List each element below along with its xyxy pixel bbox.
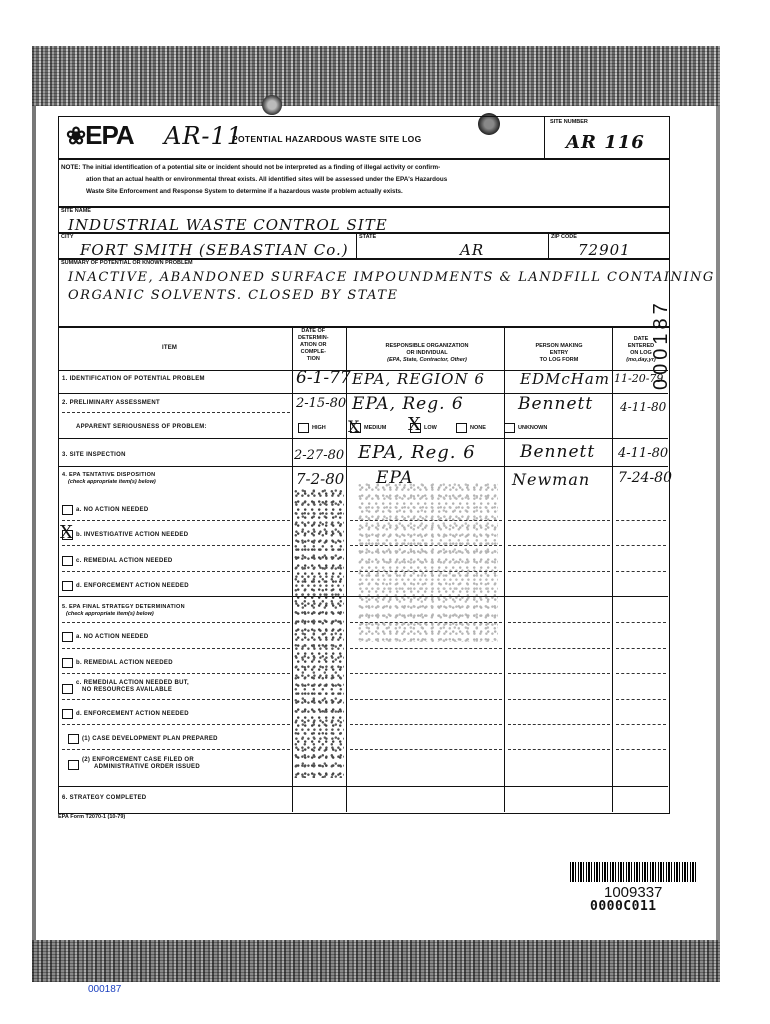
- state-label: STATE: [359, 234, 377, 240]
- row-4-org: EPA: [376, 468, 414, 488]
- seriousness-high-checkbox[interactable]: [298, 423, 309, 433]
- row-2-label: 2. PRELIMINARY ASSESSMENT: [62, 400, 160, 406]
- row-5a-checkbox[interactable]: [62, 632, 73, 642]
- row-4-sub: (check appropriate item(s) below): [68, 479, 156, 485]
- row-4d-checkbox[interactable]: [62, 581, 73, 591]
- row-4c-label: c. REMEDIAL ACTION NEEDED: [76, 558, 173, 564]
- scan-noise: [294, 488, 344, 778]
- note-line-2: ation that an actual health or environmental threat exists. All identified sites will be assessed under the EPA's Hazardous: [86, 176, 448, 183]
- row-5b-label: b. REMEDIAL ACTION NEEDED: [76, 660, 173, 666]
- city: FORT SMITH (SEBASTIAN Co.): [80, 241, 349, 259]
- row-4a-checkbox[interactable]: [62, 505, 73, 515]
- col-date-header-2: DETERMIN-: [298, 335, 329, 341]
- row-4-entered: 7-24-80: [618, 470, 672, 486]
- seriousness-low-mark: X: [408, 414, 422, 435]
- row-5d2-label-2: ADMINISTRATIVE ORDER ISSUED: [94, 764, 200, 770]
- row-3-date: 2-27-80: [294, 448, 345, 463]
- handwritten-id: AR-11: [164, 122, 244, 150]
- row-3-person: Bennett: [520, 442, 596, 462]
- row-5b-checkbox[interactable]: [62, 658, 73, 668]
- col-person-header-3: TO LOG FORM: [539, 357, 579, 363]
- row-4c-checkbox[interactable]: [62, 556, 73, 566]
- row-2-entered: 4-11-80: [620, 400, 667, 414]
- note-line-1: NOTE: The initial identification of a potential site or incident should not be interpreted as a finding of illegal activity or confirm-: [61, 164, 441, 171]
- row-4d-label: d. ENFORCEMENT ACTION NEEDED: [76, 583, 189, 589]
- site-log-form: [58, 112, 715, 812]
- row-3-label: 3. SITE INSPECTION: [62, 452, 126, 458]
- seriousness-none-label: NONE: [470, 425, 486, 431]
- row-2-org: EPA, Reg. 6: [352, 394, 464, 414]
- epa-logo: ❀EPA: [66, 120, 134, 150]
- summary-line-1: INACTIVE, ABANDONED SURFACE IMPOUNDMENTS & LANDFILL CONTAINING: [68, 270, 715, 285]
- summary-label: SUMMARY OF POTENTIAL OR KNOWN PROBLEM: [61, 260, 193, 266]
- row-4-label: 4. EPA TENTATIVE DISPOSITION: [62, 472, 156, 478]
- row-4-date: 7-2-80: [296, 470, 345, 488]
- margin-number: 000187: [650, 299, 672, 390]
- row-5c-label-1: c. REMEDIAL ACTION NEEDED BUT,: [76, 680, 190, 686]
- seriousness-high-label: HIGH: [312, 425, 326, 431]
- zip: 72901: [578, 241, 631, 259]
- seriousness-none-checkbox[interactable]: [456, 423, 467, 433]
- row-5d-checkbox[interactable]: [62, 709, 73, 719]
- city-label: CITY: [61, 234, 74, 240]
- row-1-date: 6-1-77: [296, 368, 351, 388]
- row-4b-mark: X: [60, 522, 74, 543]
- note-line-3: Waste Site Enforcement and Response System to determine if a hazardous waste problem actually exists.: [86, 188, 403, 195]
- row-5-sub: (check appropriate item(s) below): [66, 611, 154, 617]
- site-name: INDUSTRIAL WASTE CONTROL SITE: [68, 216, 388, 234]
- seriousness-medium-mark: X: [348, 417, 361, 436]
- row-6-label: 6. STRATEGY COMPLETED: [62, 795, 147, 801]
- row-3-org: EPA, Reg. 6: [358, 442, 476, 463]
- scan-border-bottom: [32, 940, 720, 982]
- row-5-label: 5. EPA FINAL STRATEGY DETERMINATION: [62, 604, 185, 610]
- col-org-header-1: RESPONSIBLE ORGANIZATION: [385, 343, 469, 349]
- form-title: POTENTIAL HAZARDOUS WASTE SITE LOG: [232, 134, 422, 144]
- row-2-date: 2-15-80: [296, 396, 347, 411]
- row-5d2-checkbox[interactable]: [68, 760, 79, 770]
- col-entered-header-1: DATE: [633, 336, 649, 342]
- row-1-org: EPA, REGION 6: [352, 370, 485, 388]
- seriousness-medium-label: MEDIUM: [364, 425, 387, 431]
- zip-label: ZIP CODE: [551, 234, 577, 240]
- scan-border-top: [32, 46, 720, 106]
- summary-line-2: ORGANIC SOLVENTS. CLOSED BY STATE: [68, 288, 399, 303]
- row-4b-label: b. INVESTIGATIVE ACTION NEEDED: [76, 532, 189, 538]
- col-org-header-2: OR INDIVIDUAL: [406, 350, 448, 356]
- row-5d-label: d. ENFORCEMENT ACTION NEEDED: [76, 711, 189, 717]
- row-4-person: Newman: [512, 470, 591, 489]
- state: AR: [460, 241, 485, 259]
- seriousness-label: APPARENT SERIOUSNESS OF PROBLEM:: [76, 424, 207, 430]
- row-1-entered: 11-20-79: [614, 372, 664, 385]
- seriousness-unknown-checkbox[interactable]: [504, 423, 515, 433]
- row-5c-checkbox[interactable]: [62, 684, 73, 694]
- row-3-entered: 4-11-80: [618, 446, 669, 461]
- row-1-person: EDMcHam: [520, 370, 610, 388]
- col-date-header-4: COMPLE-: [300, 349, 326, 355]
- row-1-label: 1. IDENTIFICATION OF POTENTIAL PROBLEM: [62, 376, 205, 382]
- page-edge-right: [716, 106, 720, 940]
- seriousness-low-label: LOW: [424, 425, 437, 431]
- col-item-header: ITEM: [162, 345, 178, 351]
- epa-logo-icon: ❀: [66, 123, 86, 150]
- site-number-label: SITE NUMBER: [550, 119, 588, 125]
- row-5d1-label: (1) CASE DEVELOPMENT PLAN PREPARED: [82, 736, 218, 742]
- col-entered-header-3: ON LOG: [630, 350, 652, 356]
- site-name-label: SITE NAME: [61, 208, 91, 214]
- row-5d1-checkbox[interactable]: [68, 734, 79, 744]
- scan-noise: [358, 482, 498, 642]
- col-date-header-5: TION: [306, 356, 320, 362]
- row-5c-label-2: NO RESOURCES AVAILABLE: [82, 687, 173, 693]
- col-entered-header-4: (mo,day,yr): [626, 357, 656, 363]
- footer-number: 000187: [88, 984, 122, 995]
- col-date-header-1: DATE OF: [301, 328, 326, 334]
- col-person-header-2: ENTRY: [549, 350, 569, 356]
- row-4a-label: a. NO ACTION NEEDED: [76, 507, 149, 513]
- site-number: AR 116: [566, 132, 645, 153]
- form-number: EPA Form T2070-1 (10-79): [58, 814, 126, 820]
- barcode: [570, 862, 696, 882]
- col-org-header-3: (EPA, State, Contractor, Other): [387, 357, 467, 363]
- row-5a-label: a. NO ACTION NEEDED: [76, 634, 149, 640]
- row-5d2-label-1: (2) ENFORCEMENT CASE FILED OR: [82, 757, 195, 763]
- page-edge-left: [32, 106, 36, 940]
- row-2-person: Bennett: [518, 394, 594, 414]
- barcode-code: 0000C011: [590, 899, 657, 914]
- col-entered-header-2: ENTERED: [627, 343, 655, 349]
- col-date-header-3: ATION OR: [300, 342, 327, 348]
- barcode-number: 1009337: [604, 884, 663, 901]
- seriousness-unknown-label: UNKNOWN: [518, 425, 548, 431]
- col-person-header-1: PERSON MAKING: [535, 343, 583, 349]
